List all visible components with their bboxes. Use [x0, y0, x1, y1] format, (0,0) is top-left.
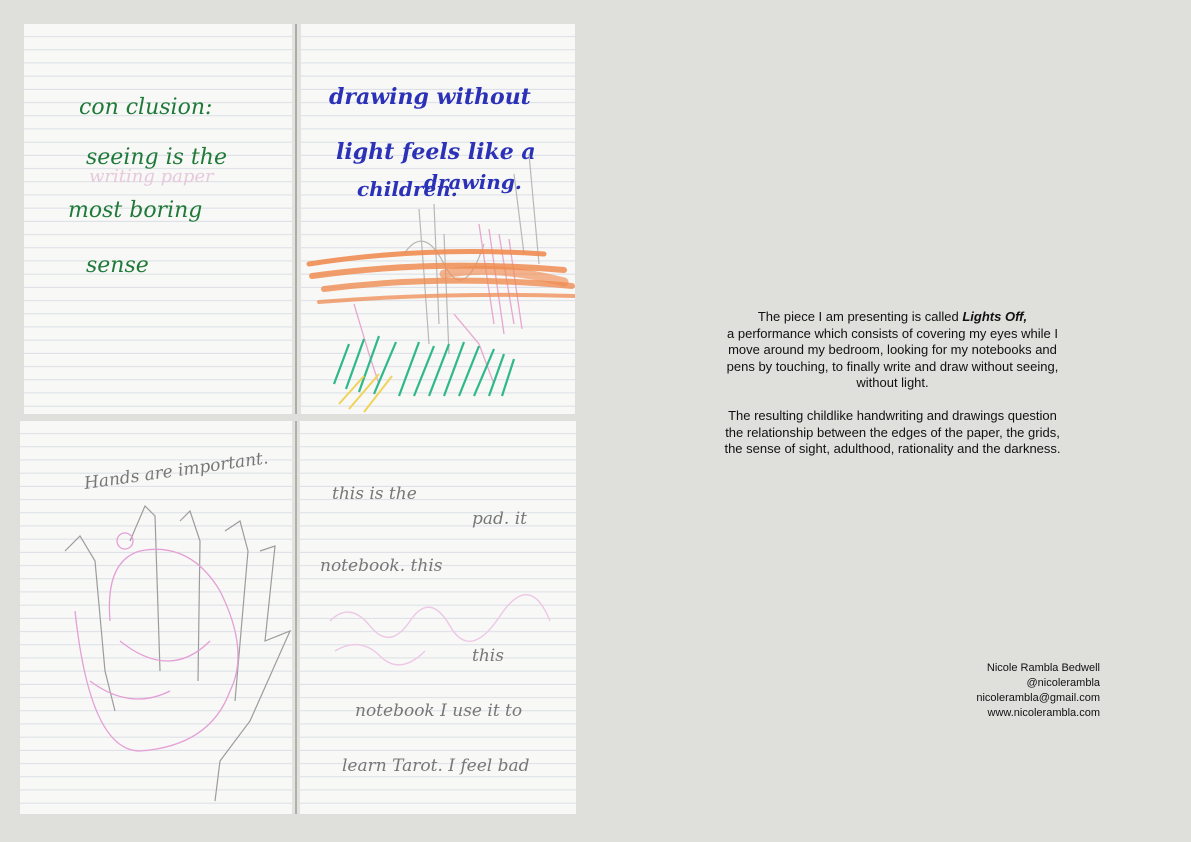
handwriting-line: this is the: [332, 484, 417, 504]
description-paragraph-2: The resulting childlike handwriting and drawings question the relationship between the edges of the paper, the grids, the sense of sight, adulthood, rationality and the darkness.: [724, 407, 1061, 457]
artist-credits: [976, 661, 1100, 721]
handwriting-line: notebook. this: [320, 556, 443, 576]
artwork-title: Lights Off,: [962, 309, 1028, 324]
notebook-spread-top: [24, 24, 575, 414]
handwriting-line: drawing.: [424, 170, 522, 194]
artist-email: nicolerambla@gmail.com: [976, 692, 1100, 704]
handwriting-line: learn Tarot. I feel bad: [342, 756, 530, 776]
artist-website: www.nicolerambla.com: [987, 707, 1100, 719]
handwriting-line: pad. it: [472, 509, 527, 529]
description-paragraph-1: [720, 309, 1065, 392]
handwriting-line: drawing without: [329, 84, 531, 110]
handwriting-line: notebook I use it to: [355, 701, 523, 721]
handwriting-line: light feels like a: [336, 139, 536, 165]
notebook-spread-bottom: [20, 421, 576, 814]
notebook-photo-top: [24, 24, 575, 414]
artist-name: Nicole Rambla Bedwell: [986, 662, 1100, 674]
handwriting-line: children.: [357, 177, 458, 201]
handwriting-line: most boring: [68, 198, 203, 223]
description-body-1: a performance which consists of covering my eyes while I move around my bedroom, looking for my notebooks and pens by touching, to finally write and draw without seeing, without light.: [726, 325, 1059, 391]
handwriting-line: con clusion:: [79, 95, 213, 120]
description-intro: The piece I am presenting is called: [757, 309, 963, 324]
notebook-photo-bottom: [20, 421, 576, 814]
handwriting-line: Hands are important.: [82, 448, 270, 494]
handwriting-line: seeing is the: [86, 145, 227, 170]
handwriting-line: sense: [86, 253, 149, 278]
artist-handle: @nicolerambla: [1026, 677, 1100, 689]
artwork-description: [720, 309, 1065, 474]
ghost-handwriting: writing paper: [89, 166, 214, 187]
handwriting-line: this: [472, 646, 504, 666]
